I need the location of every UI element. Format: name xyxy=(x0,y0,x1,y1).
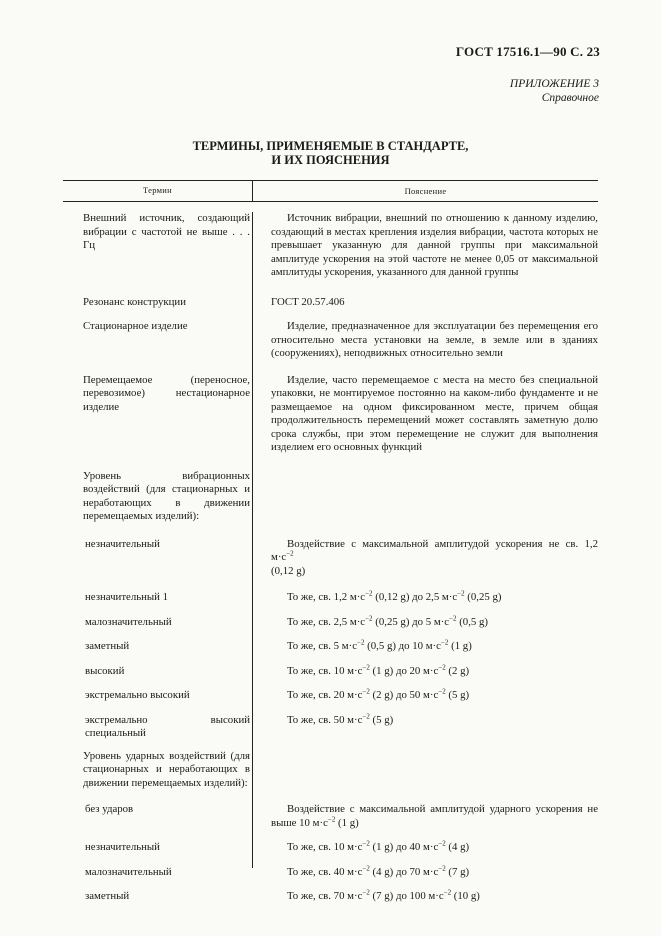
exponent: −2 xyxy=(438,687,446,696)
explanation-cell xyxy=(252,890,598,904)
exponent: −2 xyxy=(362,839,370,848)
expl-text: (2 g) xyxy=(445,664,470,677)
expl-text: Воздействие с максимальной амплитудой ударного ускорения не выше 10 м·с xyxy=(271,803,598,829)
exponent: −2 xyxy=(438,839,446,848)
term-cell: Внешний источник, создающий вибрации с частотой не выше . . . Гц xyxy=(83,212,250,251)
column-header-term: Термин xyxy=(142,185,173,196)
term-cell: Перемещаемое (переносное, перевозимое) нестационарное изделие xyxy=(83,373,250,413)
table-header xyxy=(63,180,598,202)
expl-text: (7 g) xyxy=(445,865,470,878)
explanation-cell xyxy=(252,470,598,524)
table-row xyxy=(63,863,598,880)
table-row xyxy=(63,803,598,830)
table-row xyxy=(63,689,598,703)
expl-text: То же, св. 40 м·с xyxy=(287,865,363,878)
explanation-cell: ГОСТ 20.57.406 xyxy=(271,295,345,308)
appendix-note: Справочное xyxy=(541,92,599,104)
expl-text: (0,12 g) до 2,5 м·с xyxy=(372,591,458,603)
term-cell: высокий xyxy=(85,664,125,677)
exponent: −2 xyxy=(362,687,370,696)
table-row xyxy=(63,662,598,679)
expl-text: То же, св. 2,5 м·с xyxy=(287,615,366,628)
expl-text: (7 g) до 100 м·с xyxy=(369,890,444,902)
expl-text: (1 g) до 20 м·с xyxy=(369,664,439,677)
explanation-cell xyxy=(252,803,598,830)
term-cell: заметный xyxy=(85,640,130,652)
table-row xyxy=(63,591,598,605)
explanation-cell xyxy=(252,689,598,703)
table-row xyxy=(63,374,598,455)
term-cell: Стационарное изделие xyxy=(83,320,188,332)
term-cell: незначительный 1 xyxy=(85,591,169,603)
table-row xyxy=(63,320,598,361)
term-cell: малозначительный xyxy=(85,865,172,878)
expl-text: То же, св. 50 м·с xyxy=(287,713,363,726)
explanation-cell xyxy=(252,750,598,791)
exponent: −2 xyxy=(362,662,370,671)
expl-text: (0,25 g) xyxy=(464,591,502,603)
expl-text: (1 g) xyxy=(335,816,359,829)
page-header: ГОСТ 17516.1—90 С. 23 xyxy=(455,44,600,59)
expl-text: То же, св. 10 м·с xyxy=(287,664,363,677)
title-line-1: ТЕРМИНЫ, ПРИМЕНЯЕМЫЕ В СТАНДАРТЕ, xyxy=(192,139,469,153)
exponent: −2 xyxy=(362,711,370,720)
exponent: −2 xyxy=(362,863,370,872)
expl-text: То же, св. 5 м·с xyxy=(287,640,357,652)
exponent: −2 xyxy=(357,638,365,647)
term-cell: малозначительный xyxy=(85,615,172,628)
table-row xyxy=(63,750,598,791)
table-row xyxy=(63,212,598,280)
expl-text: Воздействие с максимальной амплитудой ускорения не св. 1,2 м·с xyxy=(271,537,598,563)
expl-text: (4 g) до 70 м·с xyxy=(369,865,439,878)
explanation-cell xyxy=(252,613,598,630)
table-row xyxy=(63,841,598,855)
term-cell: Резонанс конструкции xyxy=(83,295,186,308)
term-cell: Уровень вибрационных воздействий (для стационарных и неработающих в движении перемещаемых изделий): xyxy=(83,469,250,522)
expl-text: (5 g) xyxy=(369,713,394,726)
term-cell: Уровень ударных воздействий (для стационарных и неработающих в движении перемещаемых изделий): xyxy=(83,749,250,789)
terms-table xyxy=(63,180,598,904)
explanation-cell: Изделие, предназначенное для эксплуатации без перемещения его относительно места установки на земле, в земле или в зданиях (сооружениях), неподвижных относительно земли xyxy=(271,320,598,359)
exponent: −2 xyxy=(286,549,294,558)
explanation-cell xyxy=(252,863,598,880)
table-row xyxy=(63,613,598,630)
exponent: −2 xyxy=(362,888,370,897)
expl-text: (4 g) xyxy=(445,841,470,853)
expl-text: (0,25 g) до 5 м·с xyxy=(372,615,450,628)
explanation-cell xyxy=(252,640,598,654)
exponent: −2 xyxy=(449,613,457,622)
expl-text: То же, св. 70 м·с xyxy=(287,890,363,902)
term-cell: незначительный xyxy=(85,841,160,853)
exponent: −2 xyxy=(327,814,336,823)
exponent: −2 xyxy=(365,613,373,622)
term-cell: незначительный xyxy=(85,537,160,550)
table-row xyxy=(63,538,598,579)
exponent: −2 xyxy=(365,589,373,598)
table-body xyxy=(63,212,598,904)
exponent: −2 xyxy=(440,638,449,647)
expl-text: То же, св. 10 м·с xyxy=(287,841,363,853)
table-row xyxy=(63,296,598,310)
exponent: −2 xyxy=(443,888,452,897)
term-cell: экстремально высокий специальный xyxy=(85,713,250,739)
expl-text: (0,12 g) xyxy=(271,564,306,577)
expl-text: (1 g) до 40 м·с xyxy=(369,841,439,853)
explanation-cell xyxy=(252,591,598,605)
exponent: −2 xyxy=(457,589,465,598)
explanation-cell xyxy=(252,711,598,741)
term-cell: заметный xyxy=(85,890,130,902)
column-header-explanation: Пояснение xyxy=(252,181,598,201)
term-cell: экстремально высокий xyxy=(85,689,190,701)
expl-text: (2 g) до 50 м·с xyxy=(369,689,439,701)
appendix-label xyxy=(510,77,599,105)
explanation-cell xyxy=(252,662,598,679)
expl-text: То же, св. 20 м·с xyxy=(287,689,363,701)
explanation-cell xyxy=(252,841,598,855)
explanation-cell xyxy=(252,538,598,579)
expl-text: (10 g) xyxy=(451,890,480,902)
term-cell: без ударов xyxy=(85,803,134,815)
exponent: −2 xyxy=(438,863,446,872)
column-divider xyxy=(252,212,253,868)
table-row xyxy=(63,470,598,524)
expl-text: (0,5 g) до 10 м·с xyxy=(364,640,441,652)
explanation-cell: Изделие, часто перемещаемое с места на место без специальной упаковки, не монтируемое постоянно на каком-либо фундаменте и не размещаемое на одном фиксированном месте, причем общая продолжительность перемещений может составлять заметную долю срока службы, при этом перемещение не служит для выполнения изделием его основных функций xyxy=(271,373,598,453)
exponent: −2 xyxy=(438,662,446,671)
expl-text: (0,5 g) xyxy=(456,615,488,628)
explanation-cell: Источник вибрации, внешний по отношению к данному изделию, создающий в местах крепления изделия вибрации, частота которых не превышает указанную для данной группы при максимальной амплитуде ускорения на этой частоте не менее 0,05 от максимальной амплитуды ускорения, указанного для данной группы xyxy=(271,212,598,278)
page-title xyxy=(0,139,661,167)
expl-text: (5 g) xyxy=(445,689,470,701)
title-line-2: И ИХ ПОЯСНЕНИЯ xyxy=(271,153,390,167)
table-row xyxy=(63,711,598,741)
expl-text: (1 g) xyxy=(448,640,472,652)
appendix-number: ПРИЛОЖЕНИЕ 3 xyxy=(509,78,599,90)
table-row xyxy=(63,890,598,904)
table-row xyxy=(63,640,598,654)
expl-text: То же, св. 1,2 м·с xyxy=(287,591,366,603)
